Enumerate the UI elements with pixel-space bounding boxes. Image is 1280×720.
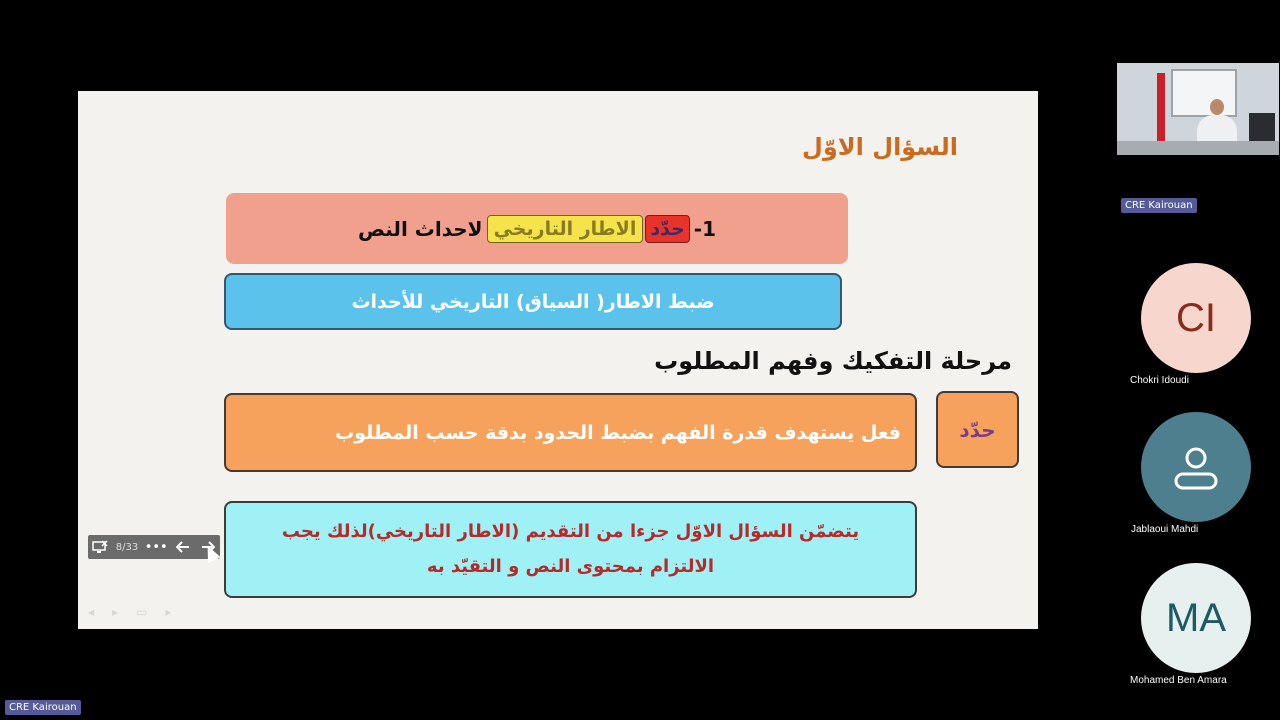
note-box [224,501,917,598]
host-video-tile[interactable] [1117,63,1279,155]
participant-avatar[interactable] [1141,412,1251,522]
question-verb: حدّد [645,215,689,243]
host-name-badge: CRE Kairouan [1121,198,1197,213]
participant-name: Mohamed Ben Amara [1130,675,1227,686]
faint-tool-icon: ▸ [165,605,172,619]
faint-tool-icon: ▸ [112,605,119,619]
note-line-1: يتضمّن السؤال الاوّل جزءا من التقديم (الاطار التاريخي)لذلك يجب [281,521,860,543]
user-icon [1170,441,1222,493]
faint-slide-tools [88,605,171,619]
person-head-shape [1210,99,1224,115]
slideshow-toolbar [88,535,220,559]
page-counter: 8/33 [115,541,139,553]
faint-tool-icon: ◂ [88,605,95,619]
participant-avatar[interactable]: CI [1141,263,1251,373]
previous-arrow-icon[interactable] [174,537,192,557]
question-number: 1- [693,216,717,241]
flag-shape [1157,73,1165,147]
question-highlight: الاطار التاريخي [487,215,644,243]
whiteboard-shape [1171,69,1237,117]
monitor-shape [1249,113,1275,141]
slide-title: السؤال الاوّل [802,133,958,161]
verb-box: حدّد [936,391,1019,468]
participant-avatar[interactable]: MA [1141,563,1251,673]
more-options-icon[interactable]: ••• [144,539,168,555]
section-heading: مرحلة التفكيك وفهم المطلوب [654,347,1012,375]
question-rest: لاحداث النص [357,216,483,241]
bottom-name-badge: CRE Kairouan [5,700,81,715]
desk-shape [1117,141,1279,155]
definition-box: فعل يستهدف قدرة الفهم بضبط الحدود بدقة حسب المطلوب [224,393,917,472]
presentation-slide [78,91,1038,629]
question-box [226,193,848,264]
screen-toggle-icon[interactable] [91,537,109,557]
participant-name: Chokri Idoudi [1130,375,1189,386]
context-box: ضبط الاطار( السياق) التاريخي للأحداث [224,273,842,330]
participant-name: Jablaoui Mahdi [1131,524,1199,535]
note-line-2: الالتزام بمحتوى النص و التقيّد به [426,555,715,577]
faint-tool-icon: ▭ [136,605,148,619]
